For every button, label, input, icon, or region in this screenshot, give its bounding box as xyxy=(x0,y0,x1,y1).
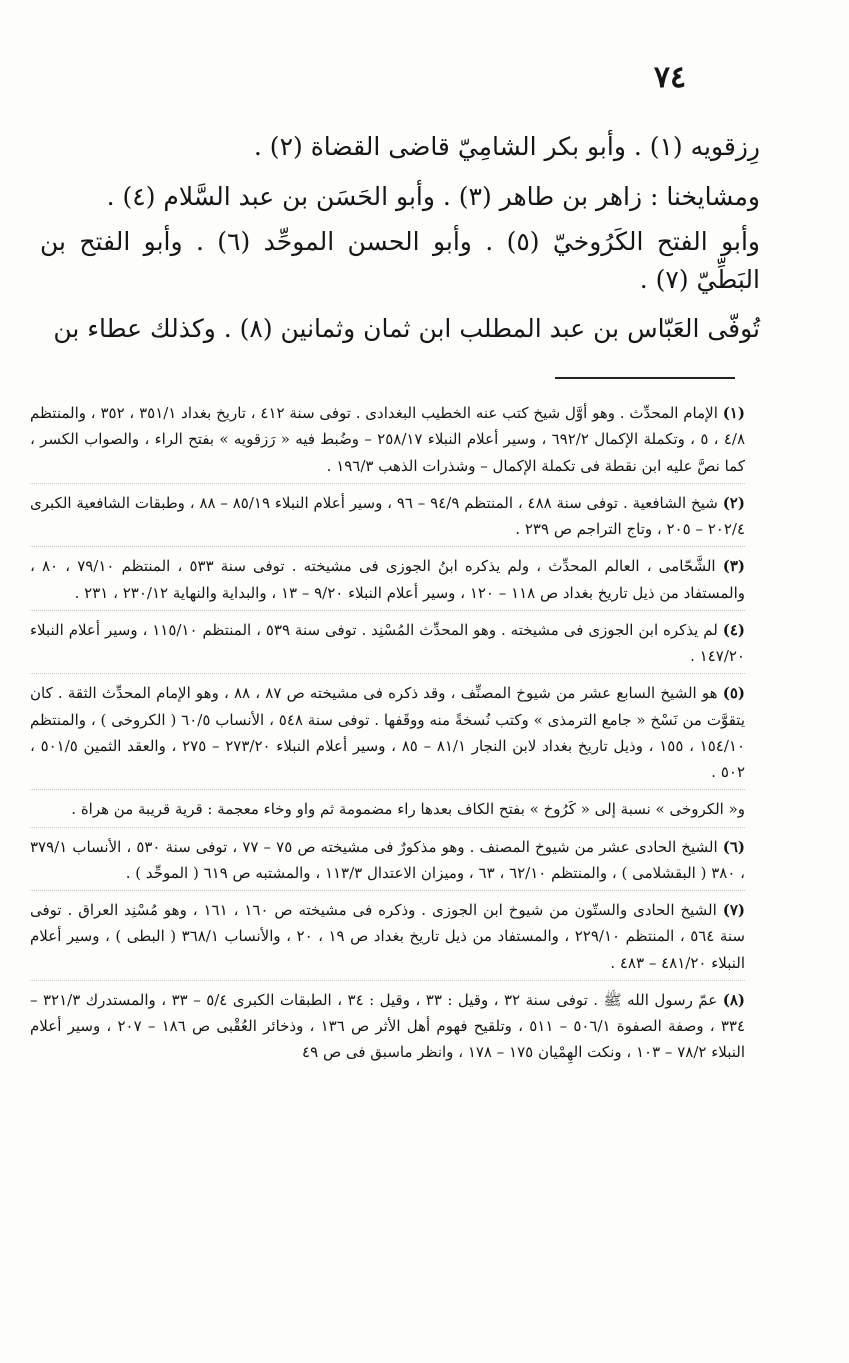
footnote-number: (٦) xyxy=(722,837,745,856)
footnote-6 xyxy=(30,834,745,892)
footnote-number: (٣) xyxy=(722,557,745,576)
footnotes xyxy=(30,400,745,1076)
footnote-text: عمّ رسول الله ﷺ . توفى سنة ٣٢ ، وقيل : ٣٣ ، وقيل : ٣٤ ، الطبقات الكبرى ٥/٤ – ٣٣ ، والمستدرك ٣٢١/٣ – ٣٣٤ ، وصفة الصفوة ٥٠٦/١ – ٥١١ ، وتلقيح فهوم أهل الأثر ص ١٣٦ ، وذخائر العُقْبى ص ١٨٦ – ٢٠٧ ، وسير أعلام النبلاء ٧٨/٢ – ١٠٣ ، ونكت الهِمْيان ١٧٥ – ١٧٨ ، وانظر ماسبق فى ص ٤٩ xyxy=(30,990,746,1062)
footnote-text: الشيخ الحادى والستّون من شيوخ ابن الجوزى . وذكره فى مشيخته ص ١٦٠ ، ١٦١ ، وهو مُسْنِد العراق . توفى سنة ٥٦٤ ، المنتظم ٢٢٩/١٠ ، والمستفاد من ذيل تاريخ بغداد ص ١٩ ، ٢٠ ، والأنساب ٣٦٨/١ ( البطى ) ، وسير أعلام النبلاء ٤٨١/٢٠ – ٤٨٣ . xyxy=(30,901,746,972)
footnote-5 xyxy=(30,680,745,790)
footnote-number: (٤) xyxy=(722,620,745,639)
footnote-7 xyxy=(30,897,745,981)
footnote-text: و« الكروخى » نسبة إلى « كَرُوخ » بفتح الكاف بعدها راء مضمومة ثم واو وخاء معجمة : قرية قريبة من هراة . xyxy=(71,800,745,819)
footnote-number: (٨) xyxy=(722,990,745,1009)
footnote-text: شيخ الشافعية . توفى سنة ٤٨٨ ، المنتظم ٩٤/٩ – ٩٦ ، وسير أعلام النبلاء ٨٥/١٩ – ٨٨ ، وطبقات الشافعية الكبرى ٢٠٢/٤ – ٢٠٥ ، وتاج التراجم ص ٢٣٩ . xyxy=(30,493,745,538)
footnote-3 xyxy=(30,553,745,611)
footnote-text: الشَّحّامى ، العالم المحدِّث ، ولم يذكره ابنُ الجوزى فى مشيخته . توفى سنة ٥٣٣ ، المنتظم ٧٩/١٠ ، ٨٠ ، والمستفاد من ذيل تاريخ بغداد ص ١١٨ – ١٢٠ ، وسير أعلام النبلاء ٩/٢٠ – ١٣ ، والبداية والنهاية ٢٣٠/١٢ ، ٢٣١ . xyxy=(30,557,745,602)
footnote-number: (٧) xyxy=(722,901,745,919)
footnote-number: (٢) xyxy=(722,493,745,512)
page-number: ٧٤ xyxy=(653,60,687,95)
main-text-line-2: ومشايخنا : زاهر بن طاهر (٣) . وأبو الحَسَن بن عبد السَّلام (٤) . xyxy=(106,181,760,211)
main-text-line-4: تُوفّى العَبّاس بن عبد المطلب ابن ثمان وثمانين (٨) . وكذلك عطاء بن xyxy=(53,314,760,343)
footnote-text: لم يذكره ابن الجوزى فى مشيخته . وهو المحدِّث المُسْنِد . توفى سنة ٥٣٩ ، المنتظم ١١٥/١٠ ، وسير أعلام النبلاء ١٤٧/٢٠ . xyxy=(30,620,745,665)
footnote-text: هو الشيخ السابع عشر من شيوخ المصنِّف ، وقد ذكره فى مشيخته ص ٨٧ ، ٨٨ ، وهو الإمام المحدِّث الثقة . كان يتقوَّت من نَسْخ « جامع الترمذى » وكتب نُسخةً منه ووقَفها . توفى سنة ٥٤٨ ، الأنساب ٦٠/٥ ( الكروخى ) ، والمنتظم ١٥٤/١٠ ، ١٥٥ ، وذيل تاريخ بغداد لابن النجار ٨١/١ – ٨٥ ، وسير أعلام النبلاء ٢٧٣/٢٠ – ٢٧٥ ، والعقد الثمين ٥٠١/٥ ، ٥٠٢ . xyxy=(30,684,746,781)
footnote-text: الإمام المحدِّث . وهو أوَّل شيخ كتب عنه الخطيب البغدادى . توفى سنة ٤١٢ ، تاريخ بغداد ٣٥١/١ ، ٣٥٢ ، والمنتظم ٤/٨ ، ٥ ، وتكملة الإكمال ٦٩٢/٢ ، وسير أعلام النبلاء ٢٥٨/١٧ – وضُبط فيه « رَزقويه » بفتح الراء ، والصواب الكسر ، كما نصَّ عليه ابن نقطة فى تكملة الإكمال – وشذرات الذهب ١٩٦/٣ . xyxy=(30,404,745,475)
footnote-text: الشيخ الحادى عشر من شيوخ المصنف . وهو مذكورٌ فى مشيخته ص ٧٥ – ٧٧ ، توفى سنة ٥٣٠ ، الأنساب ٣٧٩/١ ، ٣٨٠ ( البقشلامى ) ، والمنتظم ٦٢/١٠ ، ٦٣ ، وميزان الاعتدال ١١٣/٣ ، والمشتبه ص ٦١٩ ( الموحِّد ) . xyxy=(30,837,745,882)
footnote-5-note xyxy=(30,796,745,827)
main-text-line-1: رِزقويه (١) . وأبو بكر الشامِيّ قاضى القضاة (٢) . xyxy=(253,132,760,161)
main-text xyxy=(40,128,760,356)
footnote-number: (٥) xyxy=(722,684,745,703)
footnote-8 xyxy=(30,987,745,1070)
footnote-separator xyxy=(555,377,735,379)
footnote-1 xyxy=(30,400,745,484)
footnote-2 xyxy=(30,490,745,548)
main-text-line-3: وأبو الفتح الكَرُوخيّ (٥) . وأبو الحسن الموحِّد (٦) . وأبو الفتح بن البَطِّيّ (٧) . xyxy=(40,227,761,294)
footnote-4 xyxy=(30,617,745,675)
footnote-number: (١) xyxy=(722,404,745,422)
